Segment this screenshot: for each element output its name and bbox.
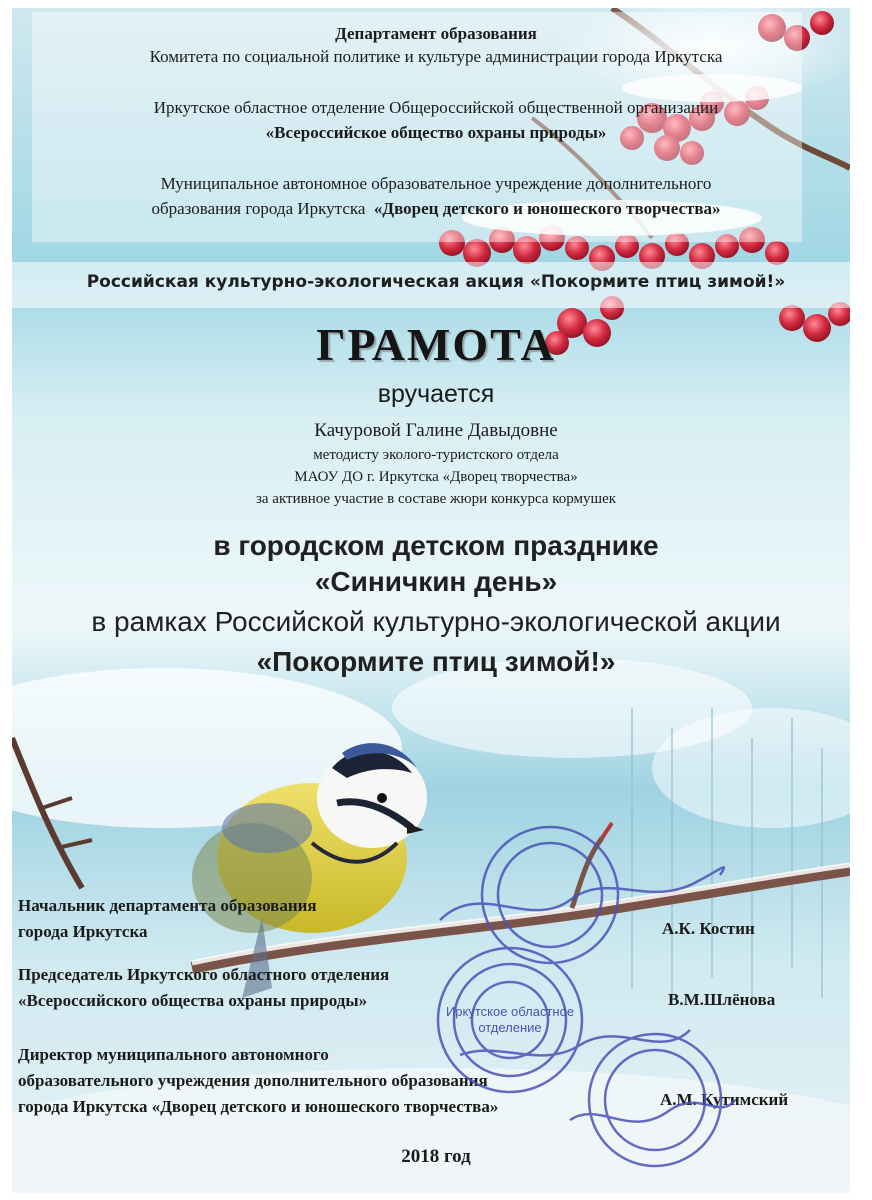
header-society: «Всероссийское общество охраны природы» — [265, 123, 607, 142]
signatory-3-title-3: города Иркутска «Дворец детского и юношеского творчества» — [18, 1097, 499, 1116]
signatory-1-name: А.К. Костин — [662, 919, 755, 938]
signatory-2-title-1: Председатель Иркутского областного отделения — [18, 965, 390, 984]
header-institution-city — [0, 199, 872, 219]
signatory-1-title-2: города Иркутска — [18, 922, 148, 941]
stamp-center-line-2: отделение — [478, 1020, 542, 1035]
header-committee: Комитета по социальной политике и культуре администрации города Иркутска — [149, 47, 723, 66]
certificate-title: ГРАМОТА — [316, 319, 556, 370]
header-palace-name: «Дворец детского и юношеского творчества» — [373, 199, 721, 218]
official-stamps — [420, 820, 740, 1170]
event-name: «Синичкин день» — [314, 566, 558, 597]
signatory-2-name: В.М.Шлёнова — [668, 990, 776, 1009]
award-reason: за активное участие в составе жюри конкурса кормушек — [255, 491, 617, 507]
header-institution-city-text: образования города Иркутска — [151, 199, 374, 218]
signatory-3-title-2: образовательного учреждения дополнительного образования — [18, 1071, 488, 1090]
header-institution: Муниципальное автономное образовательное учреждение дополнительного — [160, 174, 712, 193]
signatory-2-title-2: «Всероссийского общества охраны природы» — [18, 991, 368, 1010]
stamp-center-line-1: Иркутское областное — [445, 1004, 575, 1019]
signatory-3-name: А.М. Кутимский — [660, 1090, 789, 1109]
recipient-name: Качуровой Галине Давыдовне — [314, 420, 558, 441]
awarded-label: вручается — [377, 380, 495, 408]
header-department: Департамент образования — [335, 24, 537, 43]
certificate-year: 2018 год — [401, 1146, 471, 1167]
recipient-organization: МАОУ ДО г. Иркутска «Дворец творчества» — [294, 469, 578, 485]
recipient-position: методисту эколого-туристского отдела — [313, 447, 559, 463]
signatory-2 — [18, 962, 389, 1014]
campaign-name: «Покормите птиц зимой!» — [256, 646, 616, 677]
header-regional-branch: Иркутское областное отделение Общероссийской общественной организации — [153, 98, 719, 117]
signatory-1-title-1: Начальник департамента образования — [18, 896, 317, 915]
campaign-banner: Российская культурно-экологическая акция «Покормите птиц зимой!» — [86, 272, 786, 292]
event-line-3: в рамках Российской культурно-экологической акции — [91, 606, 781, 637]
signatory-3-title-1: Директор муниципального автономного — [18, 1045, 329, 1064]
signatory-1 — [18, 893, 317, 945]
event-line-1: в городском детском празднике — [213, 530, 659, 561]
